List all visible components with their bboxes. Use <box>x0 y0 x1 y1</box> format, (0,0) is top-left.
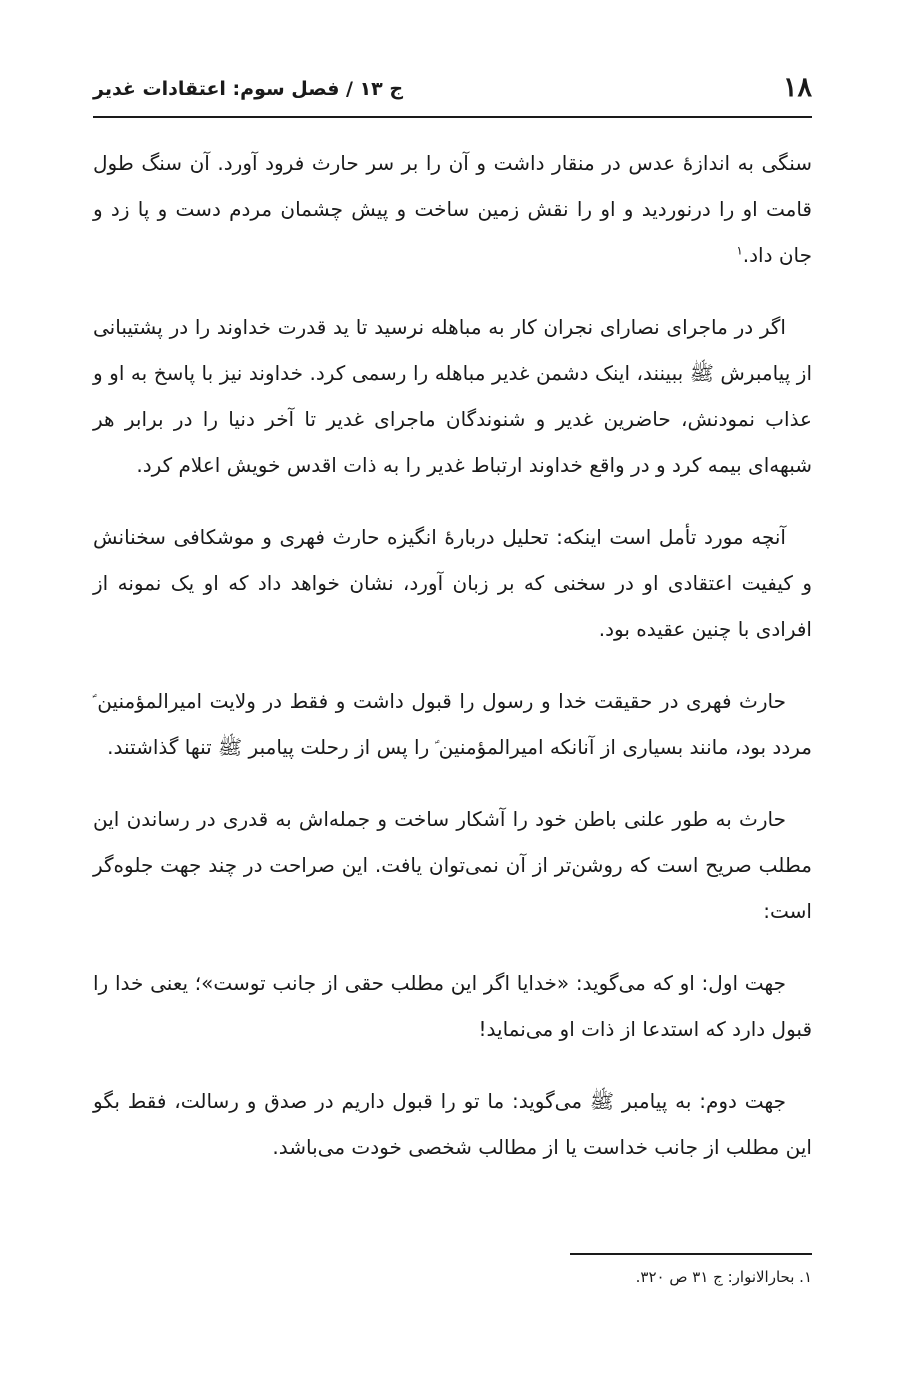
paragraph-5: حارث به طور علنی باطن خود را آشکار ساخت و جمله‌اش به قدری در رساندن این مطلب صریح است که روشن‌تر از آن نمی‌توان یافت. این صراحت در چند جهت جلوه‌گر است: <box>93 807 812 923</box>
footnote-reference: ۱ <box>736 243 743 258</box>
paragraph-3: آنچه مورد تأمل است اینکه: تحلیل دربارهٔ انگیزه حارث فهری و موشکافی سخنانش و کیفیت اعتقادی او در سخنی که بر زبان آورد، نشان خواهد داد که او یک نمونه از افرادی با چنین عقیده بود. <box>93 525 812 641</box>
paragraph-1 <box>93 140 812 278</box>
page-header <box>93 72 812 112</box>
paragraph-4: حارث فهری در حقیقت خدا و رسول را قبول داشت و فقط در ولایت امیرالمؤمنین ؑ مردد بود، مانند بسیاری از آنانکه امیرالمؤمنین ؑ را پس از رحلت پیامبر ﷺ تنها گذاشتند. <box>93 689 812 759</box>
footnote-divider <box>570 1253 812 1255</box>
main-text <box>93 140 812 1196</box>
paragraph-2: اگر در ماجرای نصارای نجران کار به مباهله نرسید تا ید قدرت خداوند را در پشتیبانی از پیامبرش ﷺ ببینند، اینک دشمن غدیر مباهله را رسمی کرد. خداوند نیز با پاسخ به او و عذاب نمودنش، حاضرین غدیر و شنوندگان ماجرای غدیر تا آخر دنیا را در برابر هر شبهه‌ای بیمه کرد و در واقع خداوند ارتباط غدیر را به ذات اقدس خویش اعلام کرد. <box>93 315 812 477</box>
page-number: ۱۸ <box>782 72 812 103</box>
running-title: ج ۱۳ / فصل سوم: اعتقادات غدیر <box>93 78 404 100</box>
paragraph-7: جهت دوم: به پیامبر ﷺ می‌گوید: ما تو را قبول داریم در صدق و رسالت، فقط بگو این مطلب از جانب خداست یا از مطالب شخصی خودت می‌باشد. <box>93 1089 812 1159</box>
footnote: ۱. بحارالانوار: ج ۳۱ ص ۳۲۰. <box>635 1268 812 1286</box>
header-divider <box>93 116 812 118</box>
paragraph-6: جهت اول: او که می‌گوید: «خدایا اگر این مطلب حقی از جانب توست»؛ یعنی خدا را قبول دارد که استدعا از ذات او می‌نماید! <box>93 971 812 1041</box>
paragraph-1-text: سنگی به اندازهٔ عدس در منقار داشت و آن را بر سر حارث فرود آورد. آن سنگ طول قامت او را درنوردید و او را نقش زمین ساخت و پیش چشمان مردم دست و پا زد و جان داد. <box>93 151 812 267</box>
